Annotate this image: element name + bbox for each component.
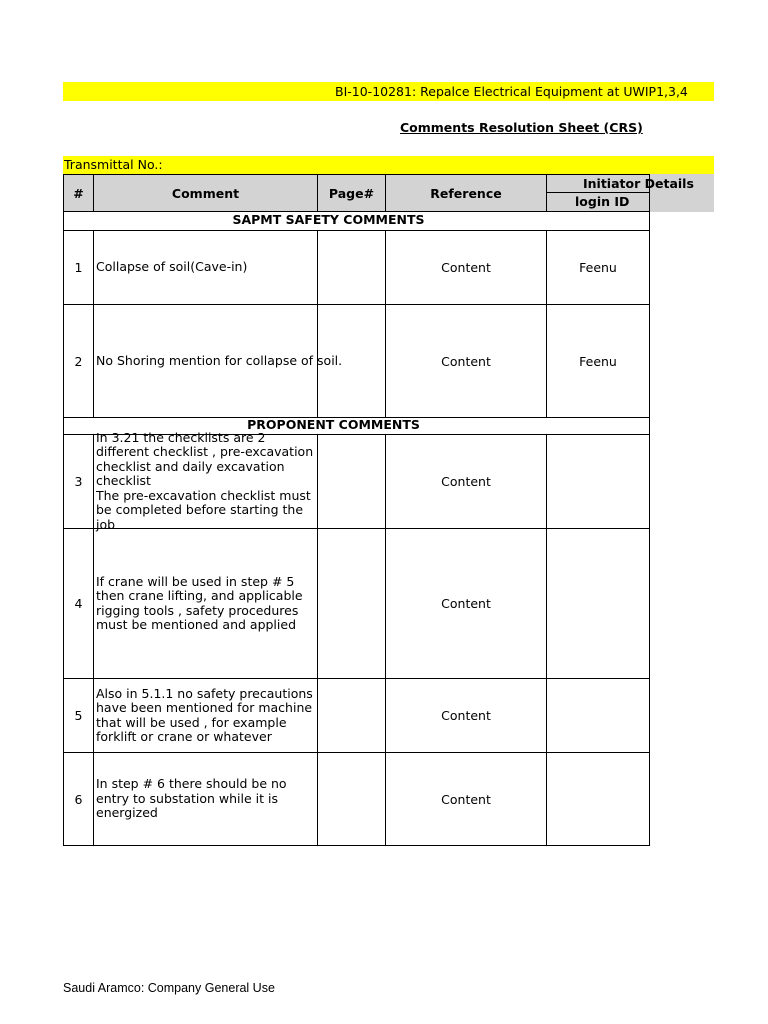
row-page (317, 528, 386, 679)
row-login (546, 678, 650, 753)
row-reference: Content (385, 678, 547, 753)
footer-classification: Saudi Aramco: Company General Use (63, 981, 275, 995)
document-title: BI-10-10281: Repalce Electrical Equipment at UWIP1,3,4 (335, 84, 688, 99)
row-comment: In step # 6 there should be no entry to substation while it is energized (93, 752, 318, 846)
row-comment: In 3.21 the checklists are 2 different checklist , pre-excavation checklist and daily excavation checklist The pre-excavation checklist must be completed before starting the job (93, 434, 318, 529)
row-login: Feenu (546, 230, 650, 305)
crs-title: Comments Resolution Sheet (CRS) (400, 120, 643, 135)
row-number: 2 (63, 304, 94, 418)
row-comment: Collapse of soil(Cave-in) (93, 230, 318, 305)
row-number: 3 (63, 434, 94, 529)
transmittal-band (63, 156, 714, 174)
row-reference: Content (385, 304, 547, 418)
document-title-band (63, 82, 714, 101)
row-page (317, 230, 386, 305)
row-login (546, 752, 650, 846)
section-proponent-label: PROPONENT COMMENTS (247, 417, 420, 432)
row-reference: Content (385, 230, 547, 305)
row-comment: If crane will be used in step # 5 then crane lifting, and applicable rigging tools , safety procedures must be mentioned and applied (93, 528, 318, 679)
row-comment: Also in 5.1.1 no safety precautions have been mentioned for machine that will be used , for example forklift or crane or whatever (93, 678, 318, 753)
header-comment: Comment (93, 174, 318, 212)
header-login-id: login ID (546, 192, 650, 212)
row-number: 4 (63, 528, 94, 679)
header-num: # (63, 174, 94, 212)
row-page (317, 752, 386, 846)
row-number: 5 (63, 678, 94, 753)
header-reference: Reference (385, 174, 547, 212)
header-page: Page# (317, 174, 386, 212)
row-number: 1 (63, 230, 94, 305)
row-reference: Content (385, 752, 547, 846)
row-login: Feenu (546, 304, 650, 418)
header-initiator-details: Initiator Details (546, 174, 650, 193)
row-page (317, 678, 386, 753)
row-page (317, 434, 386, 529)
section-safety-label: SAPMT SAFETY COMMENTS (232, 212, 425, 227)
row-reference: Content (385, 528, 547, 679)
row-reference: Content (385, 434, 547, 529)
section-safety-comments (63, 211, 650, 231)
row-login (546, 528, 650, 679)
row-comment: No Shoring mention for collapse of soil. (93, 304, 318, 418)
transmittal-label: Transmittal No.: (64, 157, 163, 172)
row-page (317, 304, 386, 418)
row-login (546, 434, 650, 529)
row-number: 6 (63, 752, 94, 846)
